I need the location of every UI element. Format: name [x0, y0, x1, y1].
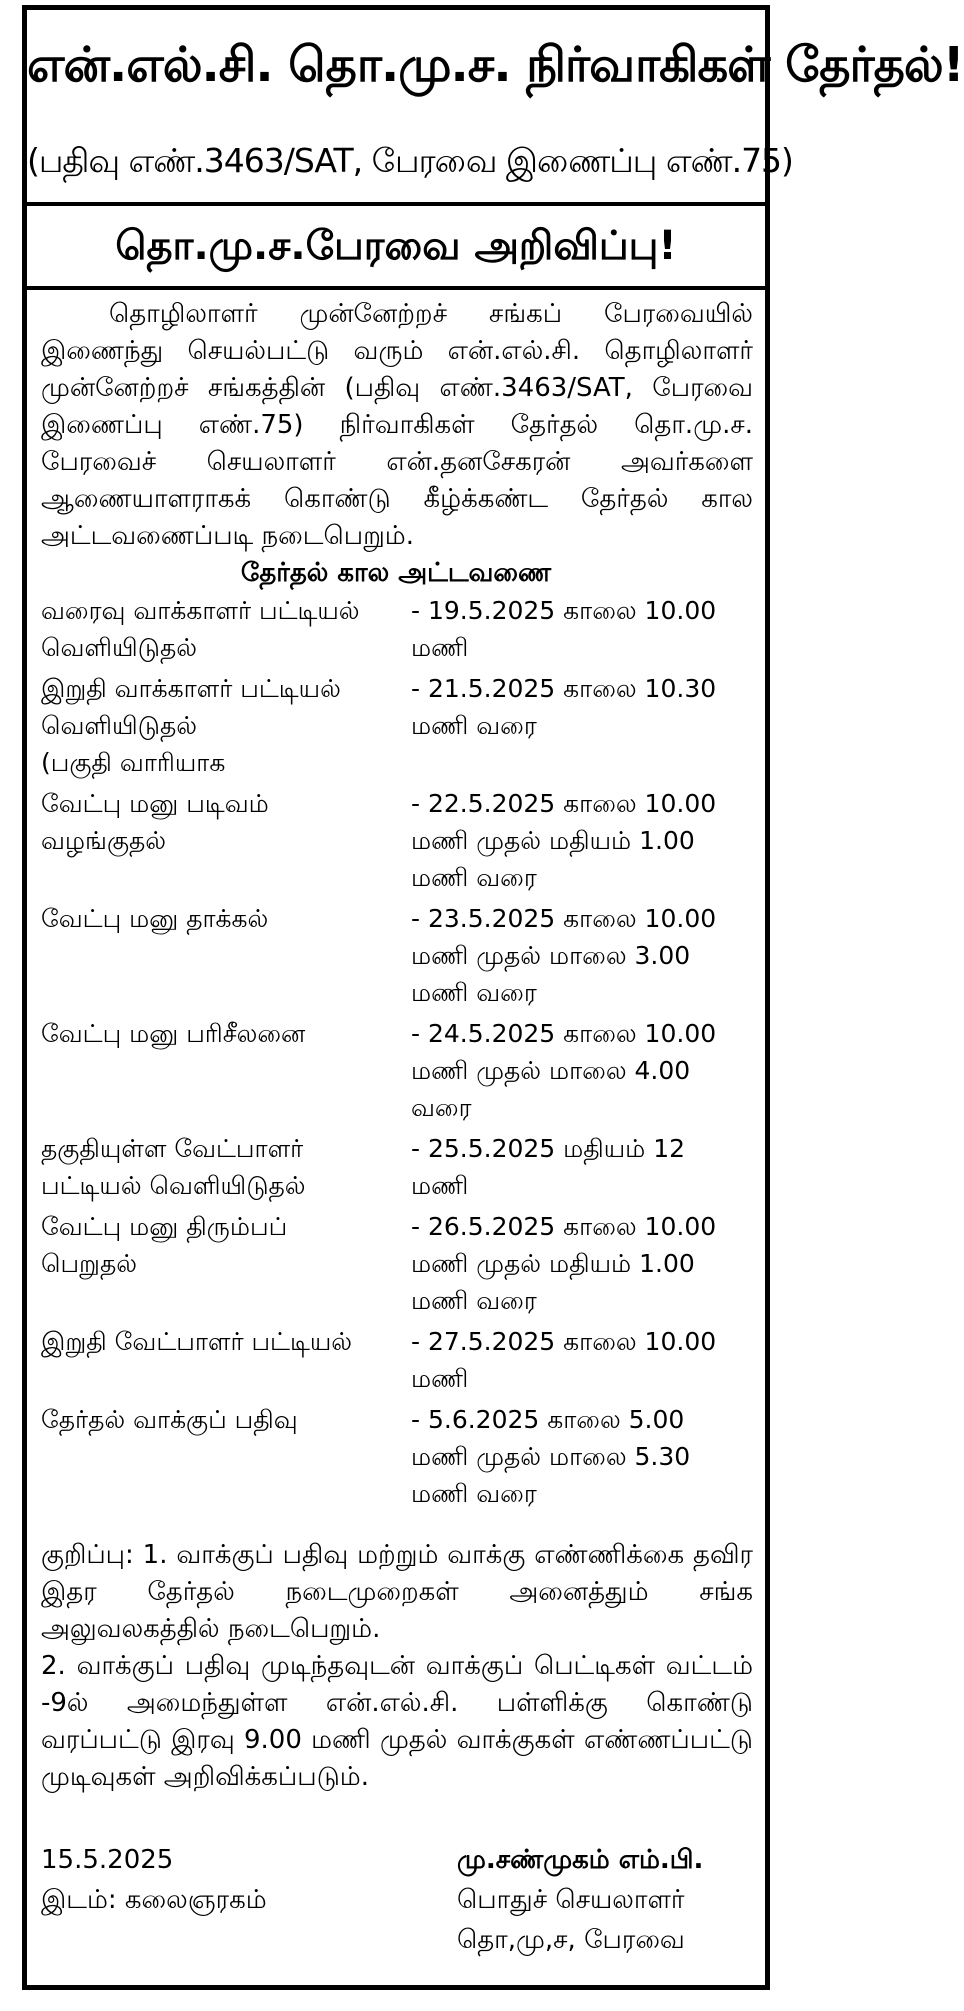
schedule-date	[411, 1401, 756, 1512]
schedule-date-line: மணி வரை	[411, 978, 537, 1007]
schedule-event-line: இறுதி வேட்பாளர் பட்டியல்	[41, 1327, 353, 1356]
schedule-date-line: - 25.5.2025 மதியம் 12	[411, 1134, 686, 1163]
schedule-date-line: - 26.5.2025 காலை 10.00	[411, 1212, 717, 1241]
schedule-date	[411, 900, 756, 1011]
schedule-date-line: மணி வரை	[411, 863, 537, 892]
schedule-date-line: மணி முதல் மதியம் 1.00	[411, 1249, 695, 1278]
schedule-date-line: மணி முதல் மதியம் 1.00	[411, 826, 695, 855]
schedule-date	[411, 785, 756, 896]
signature-block	[457, 1840, 757, 1960]
schedule-row	[41, 1401, 761, 1516]
schedule-date	[411, 1323, 756, 1397]
footer-left	[41, 1840, 381, 1920]
schedule-date	[411, 670, 756, 744]
schedule-event-line: வேட்பு மனு திரும்பப்	[41, 1212, 288, 1241]
schedule-date-line: மணி முதல் மாலை 3.00	[411, 941, 691, 970]
schedule-row	[41, 1130, 761, 1208]
signatory-name: மு.சண்முகம் எம்.பி.	[457, 1845, 704, 1875]
notes-section	[41, 1537, 753, 1796]
schedule-event-line: வெளியிடுதல்	[41, 711, 198, 740]
schedule-event	[41, 1401, 401, 1438]
schedule-date-line: மணி வரை	[411, 711, 537, 740]
schedule-event-line: வேட்பு மனு தாக்கல்	[41, 904, 269, 933]
schedule-date-line: - 27.5.2025 காலை 10.00	[411, 1327, 717, 1356]
schedule-table	[41, 592, 761, 1516]
schedule-row	[41, 1208, 761, 1323]
election-notice	[22, 5, 964, 1990]
schedule-date	[411, 1015, 756, 1126]
schedule-date-line: மணி	[411, 1171, 469, 1200]
schedule-row	[41, 670, 761, 785]
schedule-date-line: மணி	[411, 1364, 469, 1393]
schedule-date-line: - 21.5.2025 காலை 10.30	[411, 674, 717, 703]
schedule-date-line: - 23.5.2025 காலை 10.00	[411, 904, 717, 933]
signatory-org: தொ,மு,ச, பேரவை	[457, 1925, 685, 1955]
schedule-event	[41, 785, 401, 859]
note-2: 2. வாக்குப் பதிவு முடிந்தவுடன் வாக்குப் பெட்டிகள் வட்டம் -9ல் அமைந்துள்ள என்.எல்.சி. பள்ளிக்கு கொண்டு வரப்பட்டு இரவு 9.00 மணி முதல் வாக்குகள் எண்ணப்பட்டு முடிவுகள் அறிவிக்கப்படும்.	[41, 1651, 753, 1792]
schedule-row	[41, 900, 761, 1015]
schedule-event	[41, 1015, 401, 1052]
schedule-event	[41, 1208, 401, 1282]
schedule-date-line: மணி முதல் மாலை 4.00	[411, 1056, 691, 1085]
schedule-date-line: - 24.5.2025 காலை 10.00	[411, 1019, 717, 1048]
schedule-event-line: தகுதியுள்ள வேட்பாளர்	[41, 1134, 304, 1163]
schedule-date-line: மணி	[411, 633, 469, 662]
registration-subtitle: (பதிவு எண்.3463/SAT, பேரவை இணைப்பு எண்.75)	[27, 141, 793, 180]
divider-line	[27, 286, 765, 290]
notice-place: இடம்: கலைஞரகம்	[41, 1885, 267, 1915]
schedule-event-line: பெறுதல்	[41, 1249, 137, 1278]
schedule-event-line: பட்டியல் வெளியிடுதல்	[41, 1171, 306, 1200]
schedule-date-line: - 22.5.2025 காலை 10.00	[411, 789, 717, 818]
announcement-heading: தொ.மு.ச.பேரவை அறிவிப்பு!	[115, 223, 677, 269]
schedule-event-line: இறுதி வாக்காளர் பட்டியல்	[41, 674, 341, 703]
schedule-event	[41, 1130, 401, 1204]
schedule-row	[41, 1015, 761, 1130]
schedule-date-line: மணி வரை	[411, 1286, 537, 1315]
note-1: குறிப்பு: 1. வாக்குப் பதிவு மற்றும் வாக்கு எண்ணிக்கை தவிர இதர தேர்தல் நடைமுறைகள் அனைத்தும் சங்க அலுவலகத்தில் நடைபெறும்.	[41, 1540, 753, 1644]
notice-date: 15.5.2025	[41, 1845, 174, 1875]
schedule-event-line: தேர்தல் வாக்குப் பதிவு	[41, 1405, 298, 1434]
schedule-row	[41, 592, 761, 670]
schedule-event-line: வேட்பு மனு படிவம்	[41, 789, 269, 818]
schedule-event	[41, 900, 401, 937]
schedule-date-line: மணி முதல் மாலை 5.30	[411, 1442, 691, 1471]
schedule-event	[41, 670, 401, 781]
schedule-row	[41, 785, 761, 900]
schedule-date-line: மணி வரை	[411, 1479, 537, 1508]
schedule-date-line: - 5.6.2025 காலை 5.00	[411, 1405, 685, 1434]
schedule-date-line: வரை	[411, 1093, 472, 1122]
schedule-date	[411, 1208, 756, 1319]
schedule-date	[411, 1130, 756, 1204]
notice-title: என்.எல்.சி. தொ.மு.ச. நிர்வாகிகள் தேர்தல்!	[27, 37, 964, 93]
schedule-event	[41, 1323, 401, 1360]
schedule-date-line: - 19.5.2025 காலை 10.00	[411, 596, 717, 625]
schedule-event-line: வெளியிடுதல்	[41, 633, 198, 662]
schedule-event-line: வேட்பு மனு பரிசீலனை	[41, 1019, 306, 1048]
schedule-date	[411, 592, 756, 666]
schedule-event-line: வரைவு வாக்காளர் பட்டியல்	[41, 596, 360, 625]
signatory-title: பொதுச் செயலாளர்	[457, 1885, 685, 1915]
schedule-event-line: (பகுதி வாரியாக	[41, 748, 226, 777]
intro-paragraph: தொழிலாளர் முன்னேற்றச் சங்கப் பேரவையில் இணைந்து செயல்பட்டு வரும் என்.எல்.சி. தொழிலாளர் முன்னேற்றச் சங்கத்தின் (பதிவு எண்.3463/SAT, பேரவை இணைப்பு எண்.75) நிர்வாகிகள் தேர்தல் தொ.மு.ச. பேரவைச் செயலாளர் என்.தனசேகரன் அவர்களை ஆணையாளராகக் கொண்டு கீழ்க்கண்ட தேர்தல் கால அட்டவணைப்படி நடைபெறும்.	[41, 299, 753, 551]
schedule-event-line: வழங்குதல்	[41, 826, 167, 855]
schedule-row	[41, 1323, 761, 1401]
schedule-event	[41, 592, 401, 666]
schedule-title: தேர்தல் கால அட்டவணை	[240, 558, 552, 588]
